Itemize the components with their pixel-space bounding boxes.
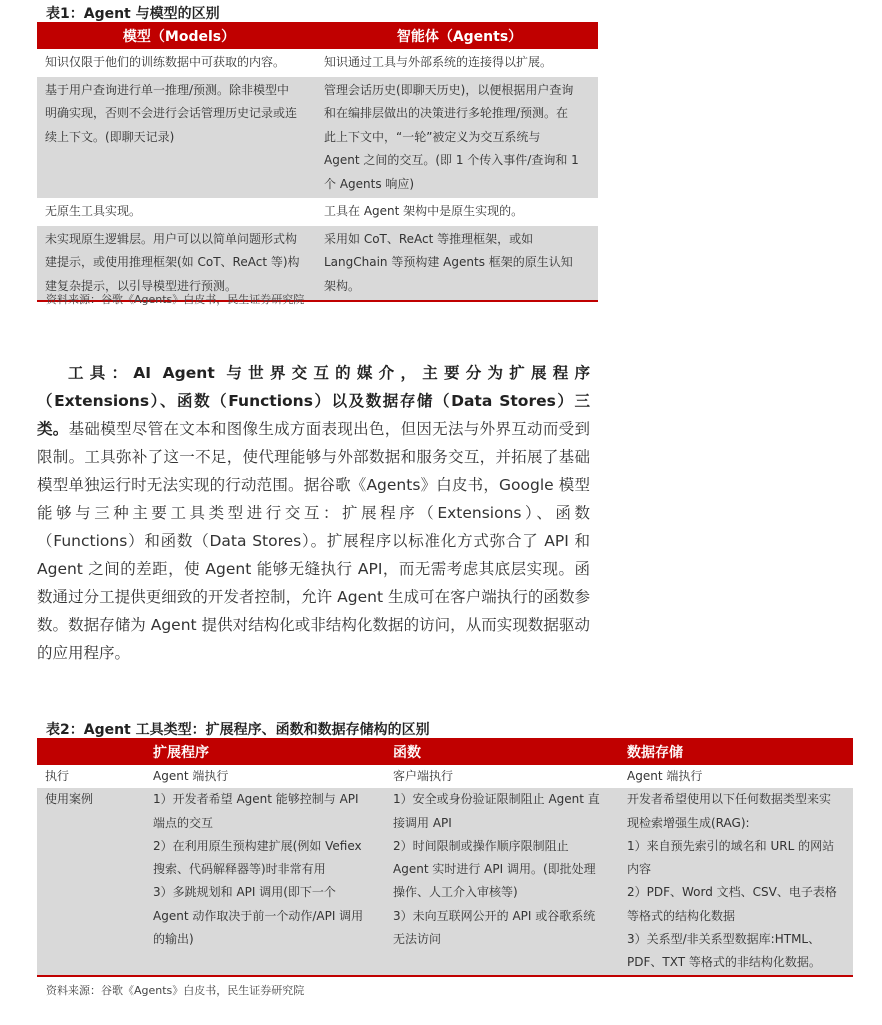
cell-line: 无原生工具实现。 (45, 204, 142, 218)
cell-line: 建复杂提示，以引导模型进行预测。 (45, 278, 238, 293)
table2-header-extensions: 扩展程序 (153, 744, 209, 761)
table1-body (37, 49, 598, 300)
table-cell (321, 198, 598, 226)
row-label: 使用案例 (45, 792, 94, 807)
table2-caption: 表2：Agent 工具类型：扩展程序、函数和数据存储构的区别 (46, 722, 430, 738)
table2 (37, 738, 853, 977)
table-cell (37, 226, 321, 301)
table2-bottom-rule (37, 975, 853, 977)
table1-header-row (37, 22, 598, 49)
table-row (37, 49, 598, 77)
cell-line: 客户端执行 (393, 769, 454, 783)
table-row (37, 226, 598, 301)
cell-line: 基于用户查询进行单一推理/预测。除非模型中 (45, 82, 290, 97)
cell-line: 1）开发者希望 Agent 能够控制与 API (153, 792, 359, 807)
table-cell (321, 226, 598, 301)
cell-line: 开发者希望使用以下任何数据类型来实 (627, 792, 832, 807)
table-row (37, 788, 853, 974)
table-cell (321, 77, 598, 199)
cell-line: 此上下文中，“一轮”被定义为交互系统与 (324, 129, 541, 144)
cell-line: 未实现原生逻辑层。用户可以以简单问题形式构 (45, 231, 298, 246)
cell-line: 3）多跳规划和 API 调用(即下一个 (153, 885, 336, 900)
table2-body (37, 765, 853, 975)
cell-line: 的输出) (153, 932, 194, 947)
table-cell (145, 788, 385, 974)
cell-line: Agent 动作取决于前一个动作/API 调用 (153, 908, 364, 923)
table-cell (321, 49, 598, 77)
table2-header-functions: 函数 (393, 744, 421, 761)
table1-header-agents: 智能体（Agents） (396, 28, 523, 45)
cell-line: 1）安全或身份验证限制阻止 Agent 直 (393, 792, 600, 807)
cell-line: 工具在 Agent 架构中是原生实现的。 (324, 204, 524, 218)
table-cell (37, 77, 321, 199)
table-cell (385, 788, 619, 974)
cell-line: LangChain 等预构建 Agents 框架的原生认知 (324, 255, 573, 269)
table2-header-datastores: 数据存储 (627, 744, 683, 761)
table-cell (145, 765, 385, 788)
cell-line: 搜索、代码解释器等)时非常有用 (153, 862, 326, 877)
cell-line: 接调用 API (393, 815, 452, 830)
table1-caption: 表1：Agent 与模型的区别 (46, 6, 220, 22)
cell-line: 3）未向互联网公开的 API 或谷歌系统 (393, 908, 596, 923)
table-cell (385, 765, 619, 788)
cell-line: Agent 端执行 (153, 769, 229, 783)
cell-line: 知识仅限于他们的训练数据中可获取的内容。 (45, 55, 286, 69)
cell-line: 建提示，或使用推理框架(如 CoT、ReAct 等)构 (45, 255, 300, 269)
cell-line: 现检索增强生成(RAG): (627, 815, 750, 830)
cell-line: PDF、TXT 等格式的非结构化数据。 (627, 955, 821, 970)
table-cell (37, 198, 321, 226)
table2-source: 资料来源：谷歌《Agents》白皮书，民生证券研究院 (46, 984, 305, 997)
cell-line: 明确实现，否则不会进行会话管理历史记录或连 (45, 106, 298, 120)
cell-line: Agent 实时进行 API 调用。(即批处理 (393, 862, 596, 877)
cell-line: 内容 (627, 862, 652, 877)
cell-line: 2）在利用原生预构建扩展(例如 Vefiex (153, 838, 362, 853)
paragraph-text: 基础模型尽管在文本和图像生成方面表现出色，但因无法与外界互动而受到限制。工具弥补了这一不足，使代理能够与外部数据和服务交互，并拓展了基础模型单独运行时无法实现的行动范围。据谷歌《Agents》白皮书，Google 模型能够与三种主要工具类型进行交互：扩展程序（Extensions）、函数（Functions）和函数（Data Stores）。扩展程序以标准化方式弥合了 API 和 Agent 之间的差距，使 Agent 能够无缝执行 API，而无需考虑其底层实现。函数通过分工提供更细致的开发者控制，允许 Agent 生成可在客户端执行的函数参数。数据存储为 Agent 提供对结构化或非结构化数据的访问，从而实现数据驱动的应用程序。 (37, 420, 590, 662)
cell-line: 续上下文。(即聊天记录) (45, 129, 175, 144)
cell-line: 无法访问 (393, 932, 442, 947)
table1 (37, 22, 598, 302)
cell-line: 个 Agents 响应) (324, 176, 415, 191)
cell-line: 知识通过工具与外部系统的连接得以扩展。 (324, 55, 553, 69)
cell-line: 1）来自预先索引的域名和 URL 的网站 (627, 838, 835, 853)
cell-line: Agent 端执行 (627, 769, 703, 783)
table-cell (619, 788, 853, 974)
cell-line: 管理会话历史(即聊天历史)，以便根据用户查询 (324, 82, 574, 97)
cell-line: Agent 之间的交互。(即 1 个传入事件/查询和 1 (324, 153, 579, 167)
table-row (37, 198, 598, 226)
cell-line: 操作、人工介入审核等) (393, 885, 518, 900)
cell-line: 架构。 (324, 278, 361, 293)
body-paragraph (37, 359, 590, 667)
row-label: 执行 (45, 769, 70, 783)
table-row (37, 765, 853, 788)
cell-line: 3）关系型/非关系型数据库:HTML、 (627, 932, 821, 947)
table-cell (37, 49, 321, 77)
cell-line: 2）PDF、Word 文档、CSV、电子表格 (627, 885, 837, 900)
paragraph-lead-bold: 工具：AI Agent 与世界交互的媒介，主要分为扩展程序（Extensions）、函数（Functions）以及数据存储（Data Stores）三类。 (37, 364, 590, 438)
table1-source: 资料来源：谷歌《Agents》白皮书，民生证券研究院 (46, 293, 305, 306)
cell-line: 和在编排层做出的决策进行多轮推理/预测。在 (324, 106, 569, 120)
table2-header-row (37, 738, 853, 765)
cell-line: 采用如 CoT、ReAct 等推理框架，或如 (324, 231, 534, 246)
table-cell (619, 765, 853, 788)
table-row (37, 77, 598, 199)
cell-line: 等格式的结构化数据 (627, 908, 736, 923)
cell-line: 端点的交互 (153, 815, 214, 830)
cell-line: 2）时间限制或操作顺序限制阻止 (393, 838, 569, 853)
table1-header-models: 模型（Models） (122, 28, 236, 45)
